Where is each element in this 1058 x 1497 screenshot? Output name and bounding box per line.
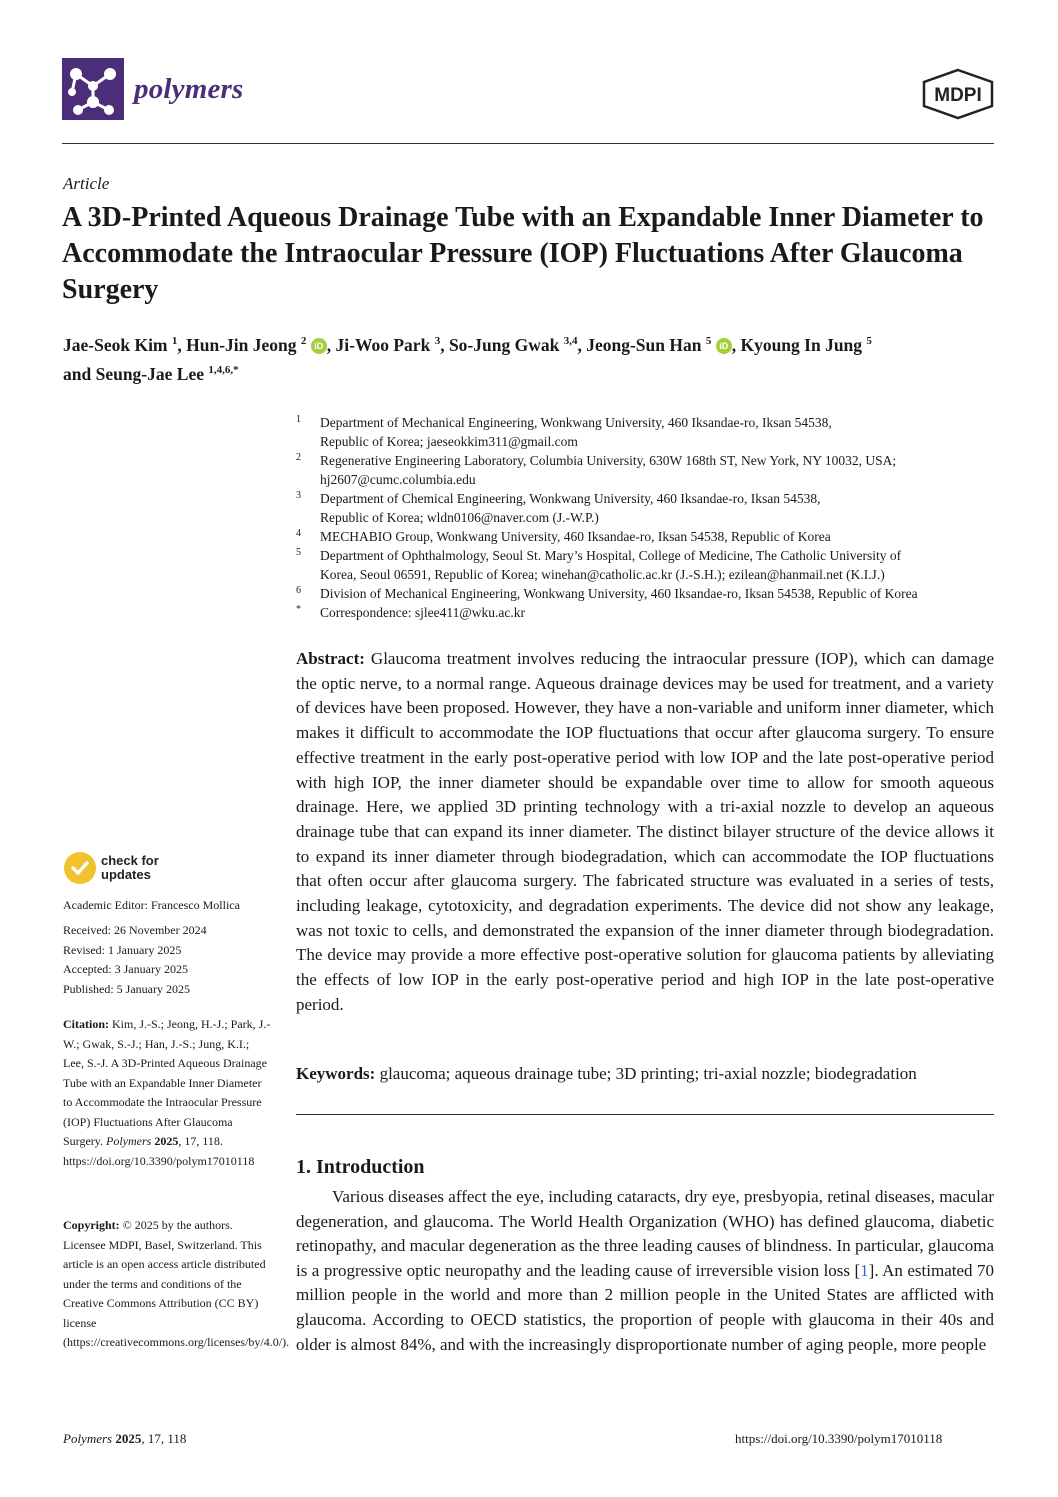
- footer-year: 2025: [115, 1431, 142, 1446]
- author-affiliation-marker: 3,4: [563, 335, 578, 347]
- journal-logo: [62, 58, 124, 120]
- footer-citation: [63, 1431, 186, 1447]
- keywords-text: glaucoma; aqueous drainage tube; 3D printing; tri-axial nozzle; biodegradation: [379, 1064, 917, 1083]
- published-date: Published: 5 January 2025: [63, 981, 190, 996]
- affiliation-line: Department of Ophthalmology, Seoul St. Mary’s Hospital, College of Medicine, The Catholic University of: [320, 548, 902, 563]
- footer-doi-link[interactable]: https://doi.org/10.3390/polym17010118: [735, 1431, 943, 1446]
- revised-date: Revised: 1 January 2025: [63, 942, 182, 957]
- intro-text-before: Various diseases affect the eye, including cataracts, dry eye, presbyopia, retinal diseases, macular degeneration, and glaucoma. The World Health Organization (WHO) has defined glaucoma, diabetic retinopathy, and macular degeneration as the three leading causes of blindness. In particular, glaucoma is a progressive optic neuropathy and the leading cause of irreversible vision loss [: [296, 1187, 994, 1280]
- affiliation-number: 2: [296, 452, 301, 463]
- affiliation-line: Republic of Korea; jaeseokkim311@gmail.com: [320, 434, 578, 449]
- citation-year: 2025: [154, 1134, 179, 1148]
- footer-vol-page: , 17, 118: [141, 1431, 187, 1446]
- keywords-label: Keywords:: [296, 1064, 376, 1083]
- abstract-label: Abstract:: [296, 649, 365, 668]
- publication-dates: [63, 921, 273, 999]
- article-type: Article: [63, 174, 110, 193]
- affiliation-line: hj2607@cumc.columbia.edu: [320, 472, 476, 487]
- author-affiliation-marker: 2: [300, 335, 307, 347]
- mdpi-logo-text: MDPI: [934, 85, 982, 106]
- author-name: Jeong-Sun Han: [586, 334, 702, 355]
- header-divider: [62, 143, 994, 144]
- affiliation-line: MECHABIO Group, Wonkwang University, 460 Iksandae-ro, Iksan 54538, Republic of Korea: [320, 529, 831, 544]
- citation-link[interactable]: 1: [860, 1260, 869, 1280]
- affiliation-number: 1: [296, 414, 301, 425]
- author-affiliation-marker: 3: [434, 335, 441, 347]
- mdpi-logo: [920, 68, 996, 120]
- affiliation-number: *: [296, 604, 301, 615]
- author-separator: ,: [440, 334, 449, 355]
- affiliation-number: 4: [296, 528, 301, 539]
- author-affiliation-marker: 1,4,6,*: [208, 363, 239, 376]
- affiliations: [296, 413, 1006, 622]
- author-separator: ,: [177, 334, 187, 355]
- author-affiliation-marker: 1: [171, 335, 178, 347]
- journal-name: polymers: [134, 73, 244, 105]
- author-name: Ji-Woo Park: [335, 334, 431, 355]
- affiliation-line: Department of Mechanical Engineering, Wonkwang University, 460 Iksandae-ro, Iksan 54538,: [320, 415, 832, 430]
- author-separator: ,: [326, 334, 336, 355]
- author-name: Kyoung In Jung: [740, 334, 863, 355]
- footer-journal: Polymers: [63, 1431, 113, 1446]
- molecule-icon: [62, 58, 124, 120]
- author-affiliation-marker: 5: [866, 335, 872, 347]
- citation-text: Kim, J.-S.; Jeong, H.-J.; Park, J.-W.; Gwak, S.-J.; Han, J.-S.; Jung, K.I.; Lee, S.-J. A 3D-Printed Aqueous Drainage Tube with an Expandable Inner Diameter to Accommodate the Intraocular Pressure (IOP) Fluctuations After Glaucoma Surgery.: [63, 1017, 271, 1148]
- author-list: [63, 329, 1003, 387]
- affiliation-number: 3: [296, 490, 301, 501]
- copyright-text: © 2025 by the authors. Licensee MDPI, Basel, Switzerland. This article is an open access article distributed under the terms and conditions of the Creative Commons Attribution (CC BY) license (https://creativecommons.org/licenses/by/4.0/).: [63, 1218, 290, 1349]
- affiliation-number: 5: [296, 547, 301, 558]
- orcid-icon[interactable]: iD: [716, 338, 732, 354]
- copyright-block: [63, 1216, 290, 1353]
- citation-rest[interactable]: , 17, 118. https://doi.org/10.3390/polym17010118: [63, 1134, 255, 1168]
- affiliation-number: 6: [296, 585, 301, 596]
- affiliation-line: Correspondence: sjlee411@wku.ac.kr: [320, 605, 525, 620]
- affiliation-item: [296, 584, 1006, 603]
- abstract-text: Glaucoma treatment involves reducing the intraocular pressure (IOP), which can damage the optic nerve, to a normal range. Aqueous drainage devices may be used for treatment, and a variety of devices have been proposed. However, they have a non-variable and uniform inner diameter, which makes it difficult to accommodate the IOP fluctuations that occur after glaucoma surgery. To ensure effective treatment in the early post-operative period with low IOP and the late post-operative period with high IOP, the inner diameter should be expandable over time to allow for smooth aqueous drainage. Here, we applied 3D printing technology with a tri-axial nozzle to develop an aqueous drainage tube that can expand its inner diameter. The distinct bilayer structure of the device allows it to expand its inner diameter through biodegradation, which can accommodate the IOP fluctuations that often occur after glaucoma surgery. The fabricated structure was evaluated in a series of tests, including leakage, cytotoxicity, and degradation experiments. The device did not show any leakage, was not toxic to cells, and demonstrated the expansion of the inner diameter through biodegradation. The device may provide a more effective post-operative solution for glaucoma patients by alleviating the effects of low IOP in the early post-operative period and high IOP in the late post-operative period.: [296, 649, 994, 1014]
- affiliation-item: [296, 451, 1006, 489]
- paper-title: A 3D-Printed Aqueous Drainage Tube with an Expandable Inner Diameter to Accommodate the Intraocular Pressure (IOP) Fluctuations After Glaucoma Surgery: [62, 202, 984, 305]
- check-updates-line2: updates: [101, 867, 151, 882]
- check-for-updates-text: [101, 854, 159, 882]
- section-divider: [296, 1114, 994, 1115]
- affiliation-line: Regenerative Engineering Laboratory, Columbia University, 630W 168th ST, New York, NY 10032, USA;: [320, 453, 897, 468]
- affiliation-item: [296, 489, 1006, 527]
- section-heading: 1. Introduction: [296, 1156, 425, 1178]
- author-separator: ,: [731, 334, 741, 355]
- keywords: [296, 1064, 1016, 1084]
- intro-text-after: ]. An estimated 70 million people in the world and more than 2 million people in the United States are afflicted with glaucoma. According to OECD statistics, the proportion of people with glaucoma in their 40s and older is almost 84%, and with the increasingly disproportionate number of aging people, more people: [296, 1260, 994, 1354]
- affiliation-item: [296, 527, 1006, 546]
- affiliation-line: Division of Mechanical Engineering, Wonkwang University, 460 Iksandae-ro, Iksan 54538, Republic of Korea: [320, 586, 918, 601]
- citation-label: Citation:: [63, 1017, 109, 1031]
- author-name: So-Jung Gwak: [448, 334, 560, 355]
- affiliation-line: Korea, Seoul 06591, Republic of Korea; winehan@catholic.ac.kr (J.-S.H.); ezilean@hanmail.net (K.I.J.): [320, 567, 885, 582]
- affiliation-line: Republic of Korea; wldn0106@naver.com (J.-W.P.): [320, 510, 599, 525]
- author-affiliation-marker: 5: [705, 335, 712, 347]
- abstract: [296, 647, 994, 1018]
- check-updates-line1: check for: [101, 853, 159, 868]
- orcid-icon[interactable]: iD: [311, 338, 327, 354]
- author-name: Jae-Seok Kim: [63, 334, 168, 355]
- affiliation-item: [296, 546, 1006, 584]
- author-name: and Seung-Jae Lee: [63, 363, 204, 384]
- citation-journal: Polymers: [106, 1134, 152, 1148]
- received-date: Received: 26 November 2024: [63, 923, 207, 937]
- copyright-label: Copyright:: [63, 1218, 120, 1232]
- author-separator: ,: [577, 334, 587, 355]
- intro-paragraph: [296, 1185, 994, 1357]
- academic-editor: Academic Editor: Francesco Mollica: [63, 898, 240, 912]
- accepted-date: Accepted: 3 January 2025: [63, 962, 188, 976]
- citation-block: [63, 1015, 273, 1171]
- affiliation-line: Department of Chemical Engineering, Wonkwang University, 460 Iksandae-ro, Iksan 54538,: [320, 491, 821, 506]
- author-name: Hun-Jin Jeong: [186, 334, 297, 355]
- check-icon: [64, 852, 96, 884]
- check-for-updates-badge[interactable]: [64, 852, 234, 886]
- affiliation-item: [296, 603, 1006, 622]
- affiliation-item: [296, 413, 1006, 451]
